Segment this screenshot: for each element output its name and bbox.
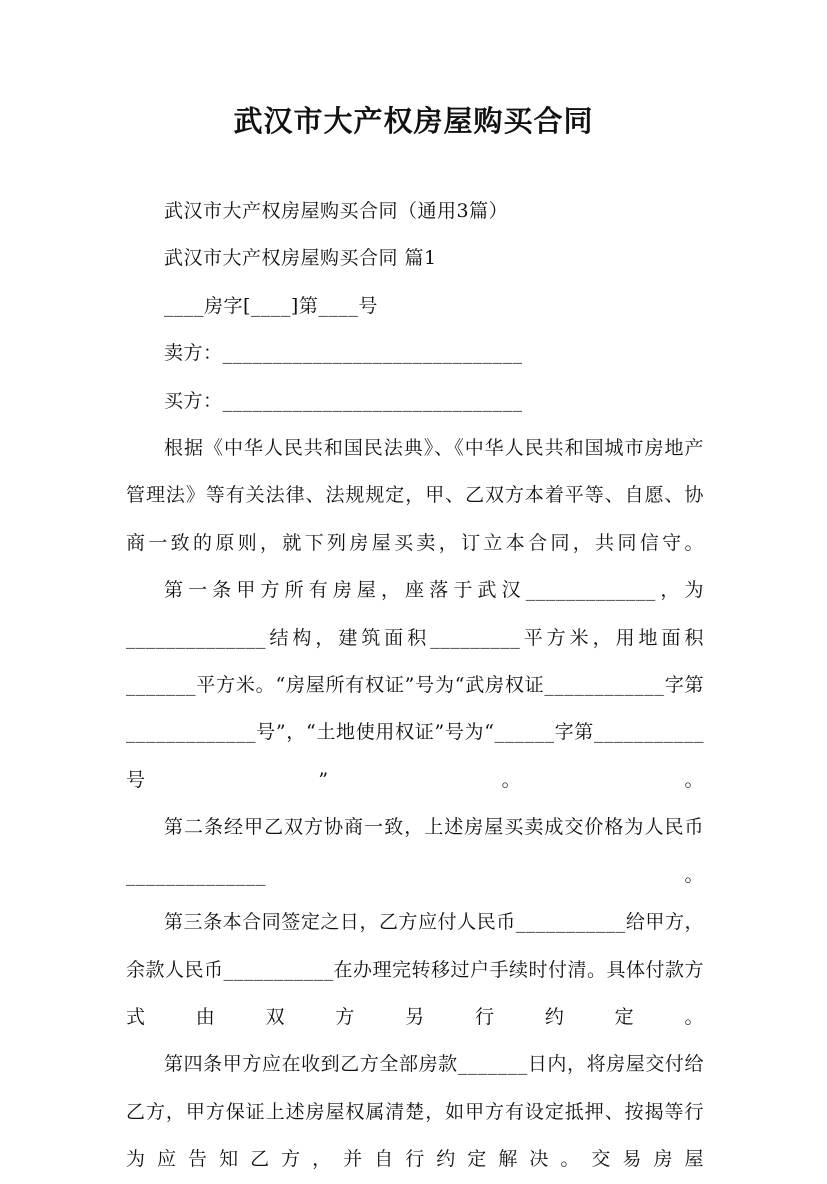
preamble: 根据《中华人民共和国民法典》、《中华人民共和国城市房地产管理法》等有关法律、法规规定，甲、乙双方本着平等、自愿、协商一致的原则，就下列房屋买卖，订立本合同，共同信守。 <box>126 437 704 554</box>
contract-number: ____房字[____]第____号 <box>164 294 378 317</box>
article-3: 第三条本合同签定之日，乙方应付人民币___________给甲方，余款人民币___________在办理完转移过户手续时付清。具体付款方式由双方另行约定。 <box>126 911 705 1028</box>
seller-line: 卖方：______________________________ <box>164 342 523 365</box>
subtitle: 武汉市大产权房屋购买合同（通用3篇） <box>164 200 509 222</box>
document-body <box>126 188 704 1184</box>
buyer-line: 买方：______________________________ <box>164 389 523 412</box>
document-title: 武汉市大产权房屋购买合同 <box>233 104 594 138</box>
article-2: 第二条经甲乙双方协商一致，上述房屋买卖成交价格为人民币______________。 <box>126 816 704 886</box>
article-4: 第四条甲方应在收到乙方全部房款_______日内，将房屋交付给乙方，甲方保证上述房屋权属清楚，如甲方有设定抵押、按揭等行为应告知乙方，并自行约定解决。交易房屋 <box>126 1053 704 1171</box>
section-heading: 武汉市大产权房屋购买合同 篇1 <box>164 247 437 270</box>
article-1: 第一条甲方所有房屋，座落于武汉_____________，为______________结构，建筑面积_________平方米，用地面积_______平方米。“房屋所有权证”号为“武房权证____________字第_____________号”，“土地使用权证”号为“______字第___________号”。。 <box>126 579 704 791</box>
